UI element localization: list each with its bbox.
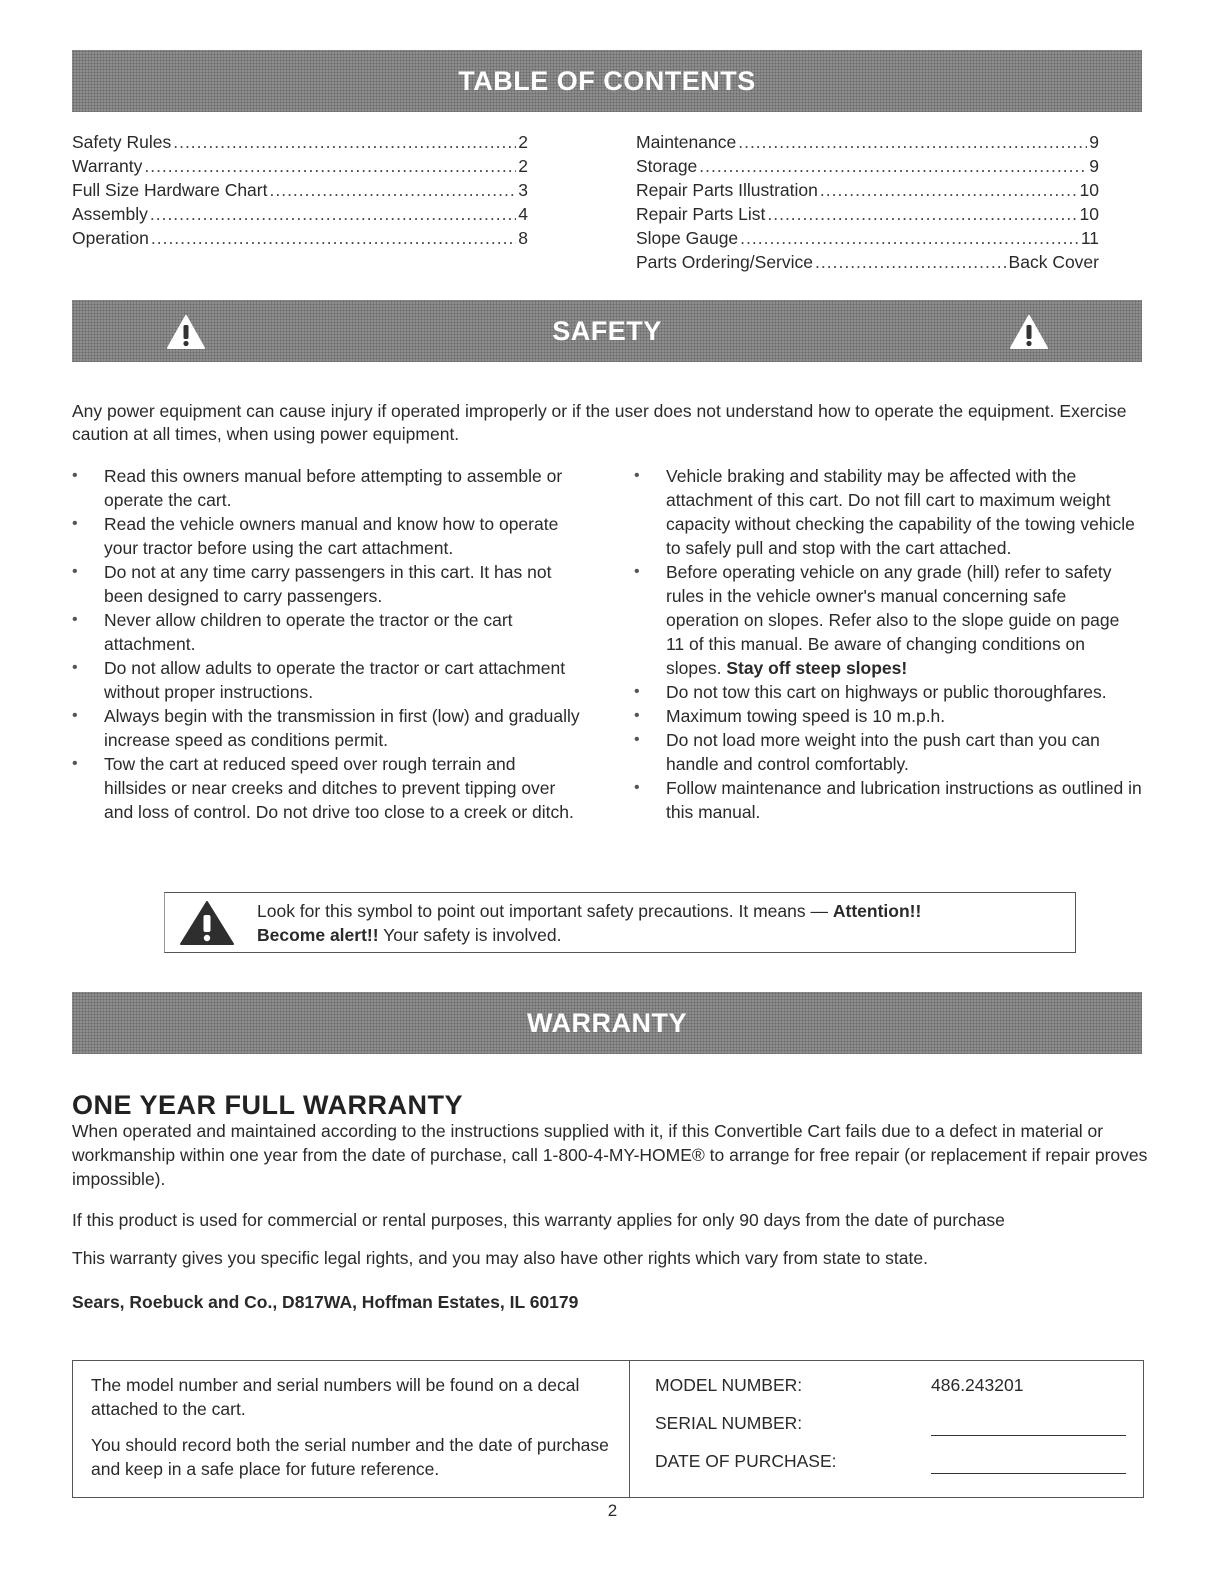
toc-entry[interactable]: Parts Ordering/Service ..... Back Cover (636, 250, 1099, 274)
toc-leader (144, 154, 516, 178)
warning-triangle-icon (1009, 314, 1049, 350)
list-item: • Do not load more weight into the push cart than you can handle and control comfortably. (634, 728, 1142, 776)
list-item: • Before operating vehicle on any grade (hill) refer to safety rules in the vehicle owner's manual concerning safe operation on slopes. Refer also to the slope guide on page 11 of this manual. Be aware of changing conditions on slopes. Stay off steep slopes! (634, 560, 1142, 680)
warranty-paragraph: This warranty gives you specific legal rights, and you may also have other rights which vary from state to state. (72, 1248, 928, 1268)
page-number: 2 (607, 1501, 618, 1520)
serial-number-label: SERIAL NUMBER: (655, 1413, 803, 1433)
warranty-title: WARRANTY (527, 1007, 687, 1038)
toc-right-column (636, 130, 1099, 274)
safety-title: SAFETY (552, 315, 662, 346)
list-item: • Do not at any time carry passengers in this cart. It has not been designed to carry passengers. (72, 560, 580, 608)
model-number-value: 486.243201 (931, 1375, 1024, 1395)
steep-slopes-warning: Stay off steep slopes! (726, 658, 908, 678)
toc-entry[interactable]: Safety Rules ..... 2 (72, 130, 528, 154)
toc-entry[interactable]: Warranty ..... 2 (72, 154, 528, 178)
list-item: • Do not allow adults to operate the tractor or cart attachment without proper instructions. (72, 656, 580, 704)
toc-left-column (72, 130, 528, 250)
toc-leader (150, 202, 516, 226)
divider (629, 1361, 630, 1497)
list-item: • Tow the cart at reduced speed over rough terrain and hillsides or near creeks and ditches to prevent tipping over and loss of control. Do not drive too close to a creek or ditch. (72, 752, 580, 824)
serial-number-field[interactable] (931, 1435, 1126, 1436)
toc-leader (767, 202, 1077, 226)
toc-entry[interactable]: Maintenance ..... 9 (636, 130, 1099, 154)
record-instructions: The model number and serial numbers will be found on a decal attached to the cart. You should record both the serial number and the date of purchase and keep in a safe place for future reference. (91, 1375, 609, 1479)
list-item: • Never allow children to operate the tractor or the cart attachment. (72, 608, 580, 656)
toc-leader (820, 178, 1078, 202)
toc-entry[interactable]: Repair Parts Illustration ..... 10 (636, 178, 1099, 202)
safety-symbol-note (164, 892, 1076, 953)
list-item: • Vehicle braking and stability may be affected with the attachment of this cart. Do not fill cart to maximum weight capacity without checking the capability of the towing vehicle to safely pull and stop with the cart attached. (634, 464, 1142, 560)
toc-entry[interactable]: Operation ..... 8 (72, 226, 528, 250)
warranty-address: Sears, Roebuck and Co., D817WA, Hoffman Estates, IL 60179 (72, 1292, 579, 1312)
toc-entry[interactable]: Storage ..... 9 (636, 154, 1099, 178)
warning-triangle-icon (166, 314, 206, 350)
toc-leader (173, 130, 516, 154)
toc-leader (269, 178, 516, 202)
warranty-paragraph: When operated and maintained according to the instructions supplied with it, if this Convertible Cart fails due to a defect in material or workmanship within one year from the date of purchase, call 1-800-4-MY-HOME® to arrange for free repair (or replacement if repair proves impossible). (72, 1121, 1148, 1189)
toc-leader (151, 226, 516, 250)
toc-entry[interactable]: Slope Gauge ..... 11 (636, 226, 1099, 250)
warranty-heading: ONE YEAR FULL WARRANTY (72, 1090, 464, 1120)
list-item: • Do not tow this cart on highways or public thoroughfares. (634, 680, 1142, 704)
toc-leader (815, 250, 1007, 274)
warranty-banner (72, 992, 1142, 1054)
warranty-paragraph: If this product is used for commercial or rental purposes, this warranty applies for only 90 days from the date of purchase (72, 1210, 1005, 1230)
model-number-label: MODEL NUMBER: (655, 1375, 803, 1395)
toc-banner (72, 50, 1142, 112)
list-item: • Follow maintenance and lubrication instructions as outlined in this manual. (634, 776, 1142, 824)
toc-title: TABLE OF CONTENTS (458, 65, 756, 96)
date-of-purchase-label: DATE OF PURCHASE: (655, 1451, 837, 1471)
toc-leader (740, 226, 1079, 250)
toc-leader (699, 154, 1087, 178)
toc-entry[interactable]: Assembly ..... 4 (72, 202, 528, 226)
safety-banner (72, 300, 1142, 362)
date-of-purchase-field[interactable] (931, 1473, 1126, 1474)
toc-entry[interactable]: Repair Parts List ..... 10 (636, 202, 1099, 226)
safety-intro: Any power equipment can cause injury if operated improperly or if the user does not understand how to operate the equipment. Exercise caution at all times, when using power equipment. (72, 401, 1127, 444)
safety-symbol-text: Look for this symbol to point out important safety precautions. It means — Attention!! Become alert!! Your safety is involved. (257, 901, 922, 945)
list-item: • Read the vehicle owners manual and know how to operate your tractor before using the cart attachment. (72, 512, 580, 560)
toc-leader (738, 130, 1087, 154)
list-item: • Maximum towing speed is 10 m.p.h. (634, 704, 1142, 728)
record-box (72, 1360, 1144, 1498)
list-item: • Read this owners manual before attempting to assemble or operate the cart. (72, 464, 580, 512)
warning-triangle-icon (179, 900, 235, 946)
toc-entry[interactable]: Full Size Hardware Chart ..... 3 (72, 178, 528, 202)
list-item: • Always begin with the transmission in first (low) and gradually increase speed as conditions permit. (72, 704, 580, 752)
safety-list-left (72, 464, 580, 824)
safety-list-right (634, 464, 1142, 824)
